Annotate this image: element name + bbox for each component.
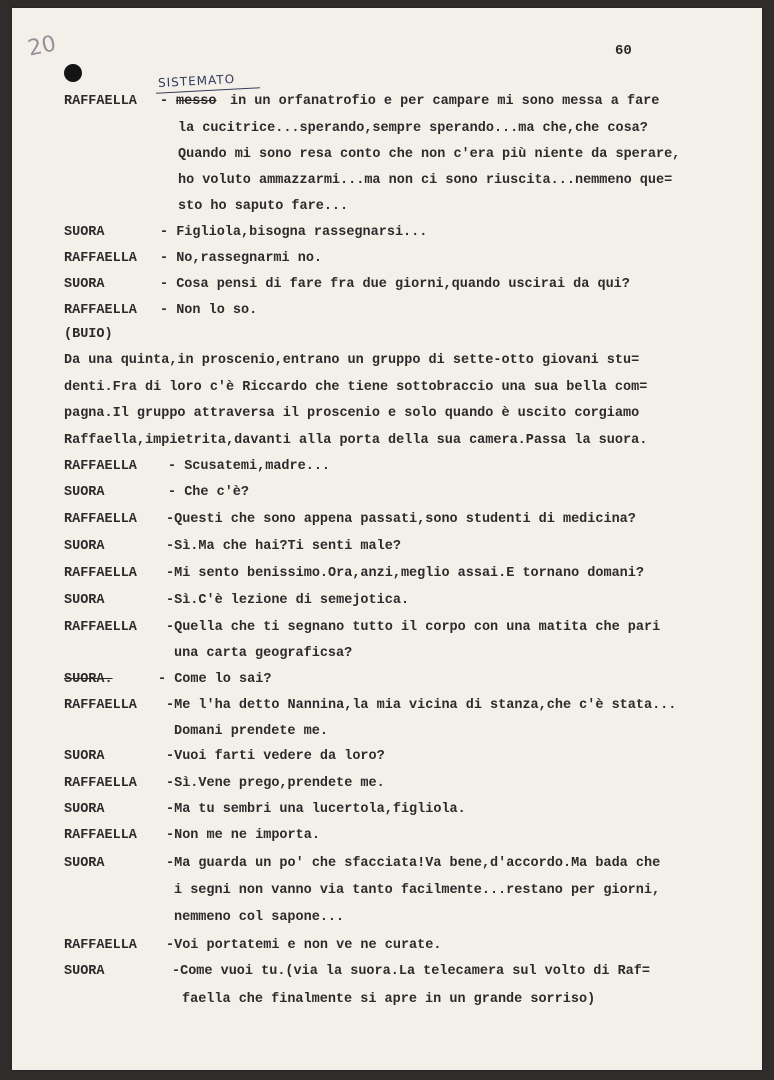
speaker-label: RAFFAELLA: [64, 94, 137, 109]
speaker-label: SUORA: [64, 964, 105, 979]
dialogue-text: -Quella che ti segnano tutto il corpo con una matita che pari: [166, 620, 661, 635]
dialogue-text: -Sì.Ma che hai?Ti senti male?: [166, 539, 401, 554]
dialogue-text: -Ma guarda un po' che sfacciata!Va bene,d'accordo.Ma bada che: [166, 856, 661, 871]
stage-direction: pagna.Il gruppo attraversa il proscenio e solo quando è uscito corgiamo: [64, 406, 640, 421]
dialogue-continuation: ho voluto ammazzarmi...ma non ci sono riuscita...nemmeno que=: [178, 173, 673, 188]
dialogue-continuation: sto ho saputo fare...: [178, 199, 349, 214]
handwritten-annotation: SISTEMATO: [157, 71, 236, 91]
dialogue-text: -Sì.C'è lezione di semejotica.: [166, 593, 410, 608]
pencil-page-mark: 20: [25, 31, 59, 62]
stage-direction: Da una quinta,in proscenio,entrano un gruppo di sette-otto giovani stu=: [64, 353, 640, 368]
dialogue-text: -Non me ne importa.: [166, 828, 320, 843]
dialogue-text: -Voi portatemi e non ve ne curate.: [166, 938, 442, 953]
dialogue-text: - Non lo so.: [160, 303, 258, 318]
page-number: 60: [615, 43, 632, 59]
speaker-label: RAFFAELLA: [64, 776, 137, 791]
speaker-label: SUORA.: [64, 672, 113, 687]
speaker-label: SUORA: [64, 749, 105, 764]
dialogue-text: in un orfanatrofio e per campare mi sono messa a fare: [230, 94, 660, 109]
stage-direction: Raffaella,impietrita,davanti alla porta della sua camera.Passa la suora.: [64, 433, 648, 448]
speaker-label: RAFFAELLA: [64, 828, 137, 843]
dialogue-text: -Come vuoi tu.(via la suora.La telecamera sul volto di Raf=: [172, 964, 650, 979]
dialogue-text: - Cosa pensi di fare fra due giorni,quando uscirai da qui?: [160, 277, 630, 292]
dialogue-text: - No,rassegnarmi no.: [160, 251, 323, 266]
speaker-label: SUORA: [64, 485, 105, 500]
speaker-label: SUORA: [64, 539, 105, 554]
dialogue-continuation: la cucitrice...sperando,sempre sperando...ma che,che cosa?: [178, 121, 648, 136]
dialogue-continuation: nemmeno col sapone...: [174, 910, 345, 925]
punch-hole: [64, 64, 82, 82]
dialogue-text: - Scusatemi,madre...: [168, 459, 331, 474]
speaker-label: RAFFAELLA: [64, 698, 137, 713]
dialogue-continuation: una carta geograficsa?: [174, 646, 353, 661]
speaker-label: SUORA: [64, 856, 105, 871]
speaker-label: SUORA: [64, 802, 105, 817]
stage-direction: (BUIO): [64, 327, 113, 342]
dialogue-text: -Questi che sono appena passati,sono studenti di medicina?: [166, 512, 636, 527]
dash: -: [160, 94, 169, 109]
dialogue-text: -Vuoi farti vedere da loro?: [166, 749, 385, 764]
speaker-label: RAFFAELLA: [64, 251, 137, 266]
stage-direction: denti.Fra di loro c'è Riccardo che tiene sottobraccio una sua bella com=: [64, 380, 648, 395]
speaker-label: SUORA: [64, 593, 105, 608]
dialogue-continuation: Quando mi sono resa conto che non c'era più niente da sperare,: [178, 147, 681, 162]
dialogue-continuation: i segni non vanno via tanto facilmente...restano per giorni,: [174, 883, 661, 898]
speaker-label: SUORA: [64, 225, 105, 240]
speaker-label: RAFFAELLA: [64, 566, 137, 581]
dialogue-text: -Ma tu sembri una lucertola,figliola.: [166, 802, 466, 817]
dialogue-text: -Mi sento benissimo.Ora,anzi,meglio assai.E tornano domani?: [166, 566, 644, 581]
dialogue-text: - Che c'è?: [168, 485, 250, 500]
speaker-label: RAFFAELLA: [64, 303, 137, 318]
speaker-label: RAFFAELLA: [64, 938, 137, 953]
dialogue-text: -Sì.Vene prego,prendete me.: [166, 776, 385, 791]
struck-word: messo: [176, 94, 217, 109]
dialogue-continuation: faella che finalmente si apre in un grande sorriso): [182, 992, 596, 1007]
speaker-label: RAFFAELLA: [64, 620, 137, 635]
speaker-label: RAFFAELLA: [64, 512, 137, 527]
speaker-label: SUORA: [64, 277, 105, 292]
dialogue-text: -Me l'ha detto Nannina,la mia vicina di stanza,che c'è stata...: [166, 698, 677, 713]
dialogue-text: - Figliola,bisogna rassegnarsi...: [160, 225, 428, 240]
dialogue-text: - Come lo sai?: [158, 672, 272, 687]
dialogue-continuation: Domani prendete me.: [174, 724, 328, 739]
speaker-label: RAFFAELLA: [64, 459, 137, 474]
